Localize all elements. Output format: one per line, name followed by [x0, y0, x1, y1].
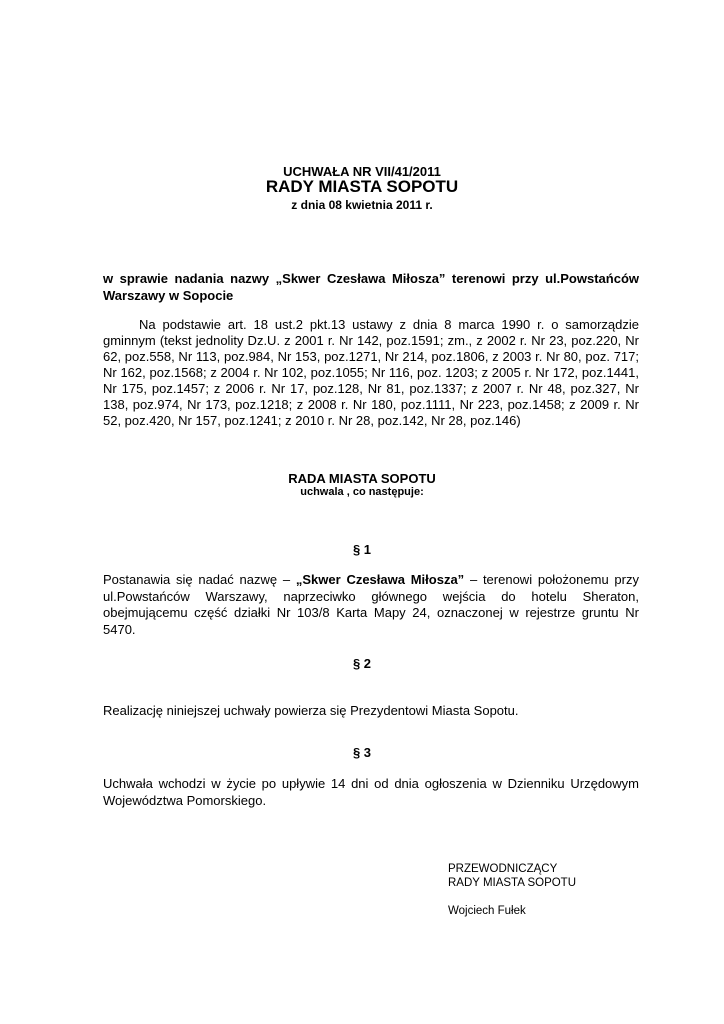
- legal-basis: Na podstawie art. 18 ust.2 pkt.13 ustawy z dnia 8 marca 1990 r. o samorządzie gminnym (tekst jednolity Dz.U. z 2001 r. Nr 142, poz.1591; zm., z 2002 r. Nr 23, poz.220, Nr 62, poz.558, Nr 113, poz.984, Nr 153, poz.1271, Nr 214, poz.1806, z 2003 r. Nr 80, poz. 717; Nr 162, poz.1568; z 2004 r. Nr 102, poz.1055; Nr 116, poz. 1203; z 2005 r. Nr 172, poz.1441, Nr 175, poz.1457; z 2006 r. Nr 17, poz.128, Nr 81, poz.1337; z 2007 r. Nr 48, poz.327, Nr 138, poz.974, Nr 173, poz.1218; z 2008 r. Nr 180, poz.1111, Nr 223, poz.1458; z 2009 r. Nr 52, poz.420, Nr 157, poz.1241; z 2010 r. Nr 28, poz.142, Nr 28, poz.146): [103, 317, 639, 428]
- council-title: RADY MIASTA SOPOTU: [265, 177, 459, 196]
- section-2-text: Realizację niniejszej uchwały powierza się Prezydentowi Miasta Sopotu.: [103, 703, 519, 718]
- resolution-subject: w sprawie nadania nazwy „Skwer Czesława Miłosza” terenowi przy ul.Powstańców Warszawy w Sopocie: [103, 271, 639, 303]
- section-3-text: Uchwała wchodzi w życie po upływie 14 dni od dnia ogłoszenia w Dzienniku Urzędowym Województwa Pomorskiego.: [103, 776, 639, 808]
- section-3-symbol: § 3: [352, 745, 372, 760]
- resolution-date: z dnia 08 kwietnia 2011 r.: [291, 198, 433, 212]
- square-name: „Skwer Czesława Miłosza”: [295, 572, 465, 587]
- signature-name: Wojciech Fułek: [448, 905, 526, 917]
- signature-role: PRZEWODNICZĄCY: [448, 863, 558, 875]
- section-2-symbol: § 2: [352, 656, 372, 671]
- section-1-text-before: Postanawia się nadać nazwę –: [103, 572, 296, 587]
- resolution-number: UCHWAŁA NR VII/41/2011: [283, 164, 441, 179]
- section-1-symbol: § 1: [352, 542, 372, 557]
- resolves-title: RADA MIASTA SOPOTU: [288, 471, 436, 486]
- section-1-text-after: – terenowi położonemu przy ul.Powstańców Warszawy, naprzeciwko głównego wejścia do hotelu Sheraton, obejmującemu część działki Nr 103/8 Karta Mapy 24, oznaczonej w rejestrze gruntu Nr 5470.: [103, 572, 639, 637]
- signature-council: RADY MIASTA SOPOTU: [448, 877, 577, 889]
- section-1-text: [103, 572, 639, 638]
- resolves-subtitle: uchwala , co następuje:: [300, 486, 424, 498]
